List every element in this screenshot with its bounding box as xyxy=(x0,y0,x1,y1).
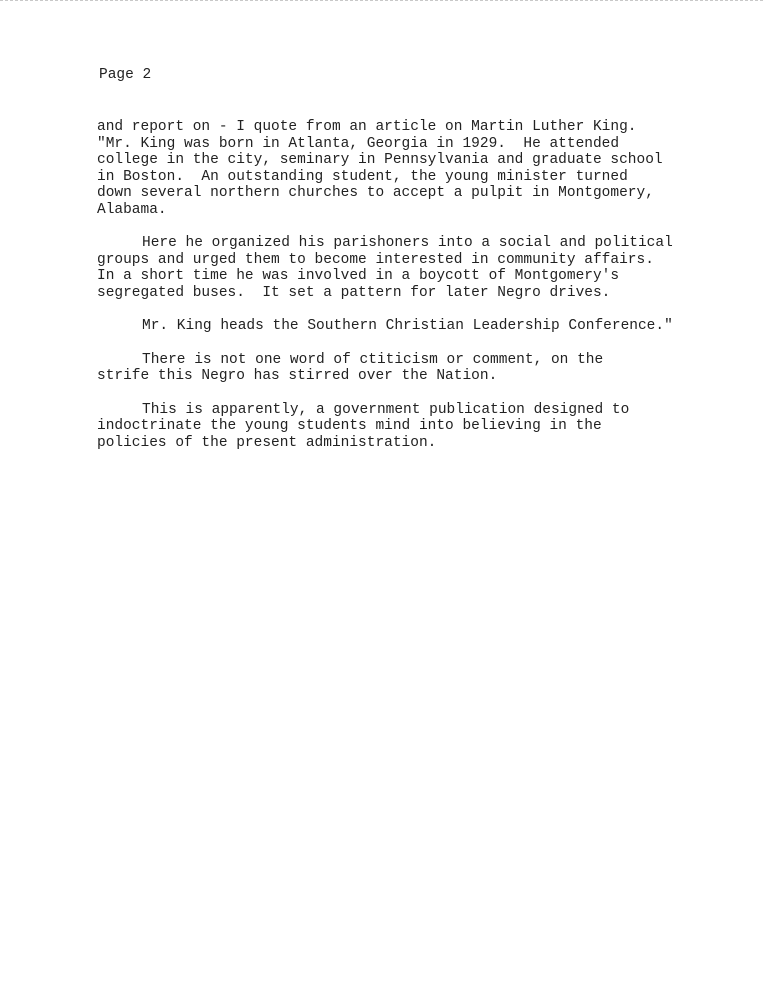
text-line: segregated buses. It set a pattern for later Negro drives. xyxy=(97,284,611,301)
body-text xyxy=(97,119,717,468)
text-line: Alabama. xyxy=(97,201,167,218)
text-line: policies of the present administration. xyxy=(97,434,437,451)
paragraph-publication xyxy=(97,402,717,452)
text-line: "Mr. King was born in Atlanta, Georgia in 1929. He attended xyxy=(97,135,620,152)
text-line: Here he organized his parishoners into a social and political xyxy=(142,235,673,251)
paragraph-criticism xyxy=(97,352,717,385)
text-line: indoctrinate the young students mind into believing in the xyxy=(97,418,602,434)
text-line: groups and urged them to become interested in community affairs. xyxy=(97,251,654,268)
text-line: strife this Negro has stirred over the Nation. xyxy=(97,368,498,384)
text-line: In a short time he was involved in a boycott of Montgomery's xyxy=(97,268,620,284)
text-line: Mr. King heads the Southern Christian Leadership Conference." xyxy=(142,318,673,334)
text-line: college in the city, seminary in Pennsylvania and graduate school xyxy=(97,152,663,168)
page-number: Page 2 xyxy=(99,67,152,83)
text-line: down several northern churches to accept a pulpit in Montgomery, xyxy=(97,185,654,201)
text-line: and report on - I quote from an article on Martin Luther King. xyxy=(97,119,637,135)
text-line: This is apparently, a government publication designed to xyxy=(142,401,630,418)
text-line: There is not one word of ctiticism or comment, on the xyxy=(142,351,604,368)
paragraph-quote-intro xyxy=(97,119,717,218)
text-line: in Boston. An outstanding student, the young minister turned xyxy=(97,168,628,185)
paragraph-sclc xyxy=(97,318,717,335)
paragraph-organized xyxy=(97,235,717,301)
